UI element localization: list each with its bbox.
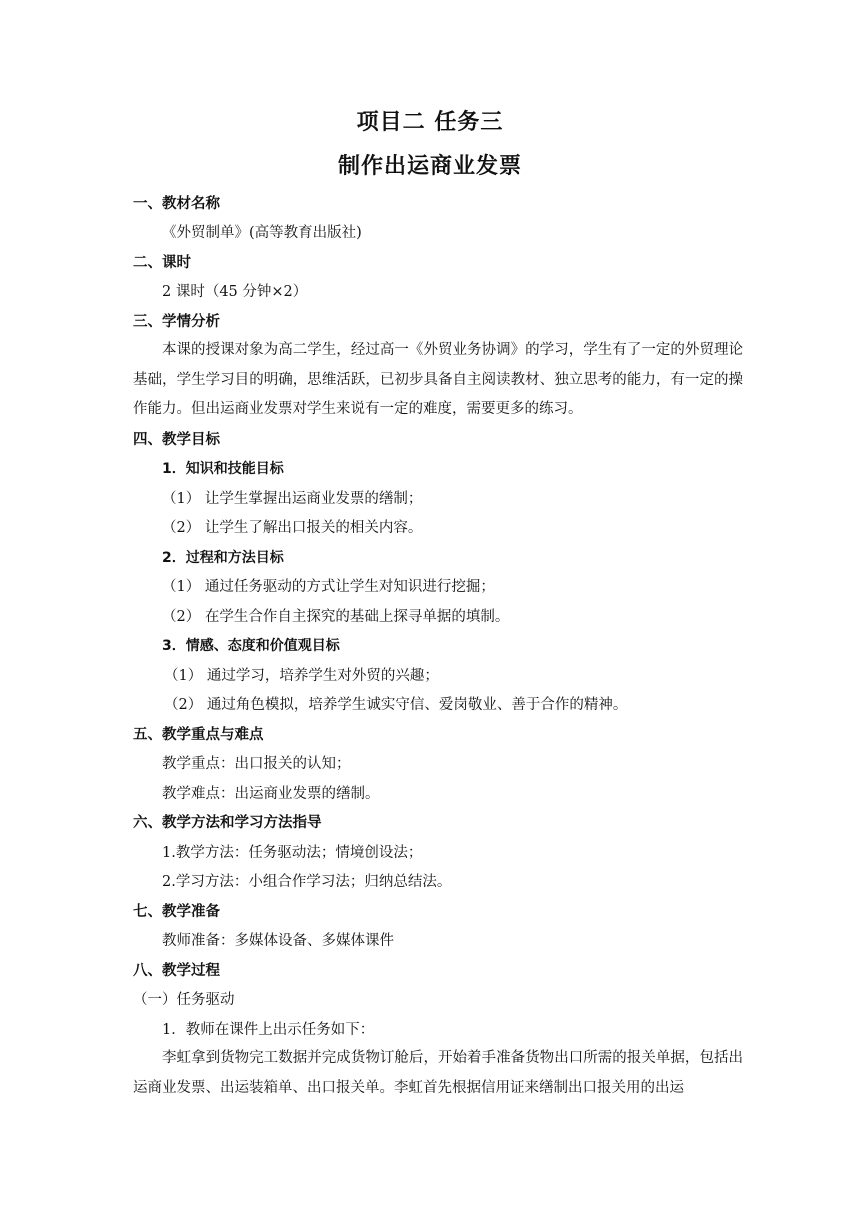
section-heading-textbook: 一、教材名称	[133, 196, 220, 212]
learning-method: 2.学习方法：小组合作学习法；归纳总结法。	[162, 874, 452, 890]
objective-process-methods: 2．过程和方法目标	[162, 550, 284, 566]
objective-item: （1） 通过学习，培养学生对外贸的兴趣；	[164, 668, 439, 684]
objective-item: （2） 通过角色模拟，培养学生诚实守信、爱岗敬业、善于合作的精神。	[164, 697, 628, 713]
process-step-task-driven: （一）任务驱动	[133, 992, 235, 1008]
document-title-line1: 项目二 任务三	[356, 110, 504, 135]
section-heading-analysis: 三、学情分析	[133, 314, 220, 330]
process-step-line: 1．教师在课件上出示任务如下：	[162, 1022, 375, 1038]
objective-item: （2） 让学生了解出口报关的相关内容。	[162, 520, 423, 536]
section-heading-preparation: 七、教学准备	[133, 904, 220, 920]
section-heading-key-points: 五、教学重点与难点	[133, 727, 264, 743]
task-description-paragraph: 李虹拿到货物完工数据并完成货物订舱后，开始着手准备货物出口所需的报关单据，包括出运商业发票、出运装箱单、出口报关单。李虹首先根据信用证来缮制出口报关用的出运	[133, 1050, 743, 1096]
objective-item: （2） 在学生合作自主探究的基础上探寻单据的填制。	[162, 609, 510, 625]
teacher-preparation: 教师准备：多媒体设备、多媒体课件	[162, 933, 394, 949]
objective-item: （1） 通过任务驱动的方式让学生对知识进行挖掘；	[162, 579, 495, 595]
objective-attitudes-values: 3．情感、态度和价值观目标	[162, 638, 340, 654]
objective-item: （1） 让学生掌握出运商业发票的缮制；	[162, 491, 423, 507]
section-heading-hours: 二、课时	[133, 255, 191, 271]
section-heading-objectives: 四、教学目标	[133, 432, 220, 448]
document-title-line2: 制作出运商业发票	[337, 154, 522, 179]
objective-knowledge-skills: 1．知识和技能目标	[162, 461, 284, 477]
key-point: 教学重点：出口报关的认知；	[162, 756, 351, 772]
learner-analysis-paragraph: 本课的授课对象为高二学生，经过高一《外贸业务协调》的学习，学生有了一定的外贸理论基础，学生学习目的明确，思维活跃，已初步具备自主阅读教材、独立思考的能力，有一定的操作能力。但出运商业发票对学生来说有一定的难度，需要更多的练习。	[133, 342, 743, 417]
textbook-name: 《外贸制单》(高等教育出版社)	[162, 225, 362, 241]
difficult-point: 教学难点：出运商业发票的缮制。	[162, 786, 380, 802]
class-hours: 2 课时（45 分钟×2）	[162, 284, 308, 300]
section-heading-process: 八、教学过程	[133, 963, 220, 979]
teaching-method: 1.教学方法：任务驱动法；情境创设法；	[162, 845, 423, 861]
section-heading-methods: 六、教学方法和学习方法指导	[133, 815, 322, 831]
